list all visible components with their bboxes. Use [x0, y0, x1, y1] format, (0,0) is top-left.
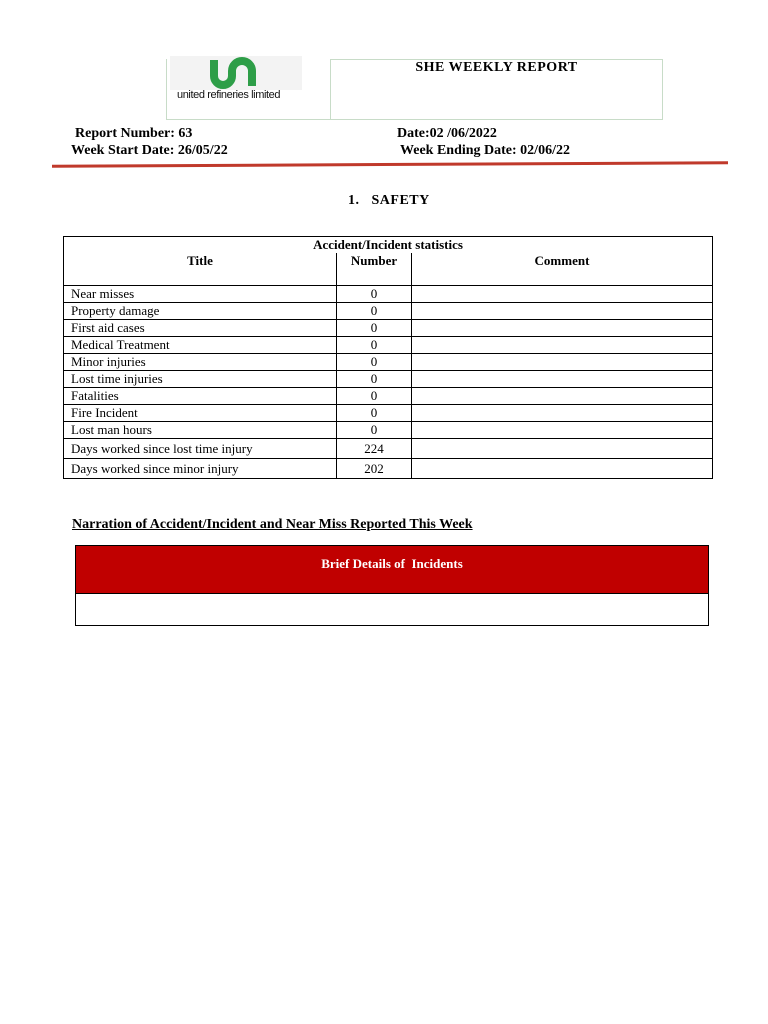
row-title: Near misses — [64, 286, 337, 303]
row-number: 0 — [337, 286, 412, 303]
row-comment — [412, 354, 713, 371]
row-title: Minor injuries — [64, 354, 337, 371]
row-number: 0 — [337, 371, 412, 388]
row-number: 202 — [337, 459, 412, 479]
row-title: Days worked since lost time injury — [64, 439, 337, 459]
accident-statistics-table — [63, 236, 713, 479]
row-number: 0 — [337, 422, 412, 439]
brief-details-box — [75, 545, 709, 626]
row-number: 0 — [337, 354, 412, 371]
row-title: Lost time injuries — [64, 371, 337, 388]
table-row — [64, 303, 713, 320]
row-comment — [412, 303, 713, 320]
table-row — [64, 371, 713, 388]
table-row — [64, 337, 713, 354]
row-comment — [412, 439, 713, 459]
row-number: 0 — [337, 405, 412, 422]
row-comment — [412, 405, 713, 422]
table-row — [64, 459, 713, 479]
table-row — [64, 286, 713, 303]
company-logo — [170, 56, 302, 106]
header-box-right-border — [662, 59, 663, 120]
row-title: Lost man hours — [64, 422, 337, 439]
header-box-left-border — [166, 59, 167, 120]
row-number: 0 — [337, 320, 412, 337]
report-number: Report Number: 63 — [75, 126, 193, 141]
row-number: 0 — [337, 303, 412, 320]
table-row — [64, 422, 713, 439]
week-start-date: Week Start Date: 26/05/22 — [71, 143, 228, 158]
column-header-number: Number — [337, 253, 412, 286]
header-divider-rule — [52, 161, 728, 168]
table-row — [64, 354, 713, 371]
row-comment — [412, 459, 713, 479]
table-row — [64, 388, 713, 405]
row-comment — [412, 320, 713, 337]
row-comment — [412, 337, 713, 354]
row-title: Fire Incident — [64, 405, 337, 422]
row-comment — [412, 371, 713, 388]
table-row — [64, 439, 713, 459]
row-number: 0 — [337, 388, 412, 405]
report-date: Date:02 /06/2022 — [397, 126, 497, 141]
table-row — [64, 405, 713, 422]
header-box-bottom-border — [166, 119, 663, 120]
row-title: First aid cases — [64, 320, 337, 337]
row-number: 224 — [337, 439, 412, 459]
report-title: SHE WEEKLY REPORT — [415, 60, 578, 75]
section-title-safety: 1. SAFETY — [348, 193, 430, 208]
logo-text: united refineries limited — [177, 89, 281, 101]
row-title: Medical Treatment — [64, 337, 337, 354]
row-number: 0 — [337, 337, 412, 354]
narration-heading: Narration of Accident/Incident and Near Miss Reported This Week — [72, 517, 473, 532]
row-comment — [412, 422, 713, 439]
week-ending-date: Week Ending Date: 02/06/22 — [400, 143, 570, 158]
logo-mark-icon — [170, 56, 302, 90]
brief-details-heading: Brief Details of Incidents — [76, 546, 708, 594]
row-title: Fatalities — [64, 388, 337, 405]
row-comment — [412, 286, 713, 303]
column-header-comment: Comment — [412, 253, 713, 286]
row-title: Days worked since minor injury — [64, 459, 337, 479]
table-caption: Accident/Incident statistics — [64, 237, 713, 254]
table-row — [64, 320, 713, 337]
row-comment — [412, 388, 713, 405]
column-header-title: Title — [64, 253, 337, 286]
row-title: Property damage — [64, 303, 337, 320]
